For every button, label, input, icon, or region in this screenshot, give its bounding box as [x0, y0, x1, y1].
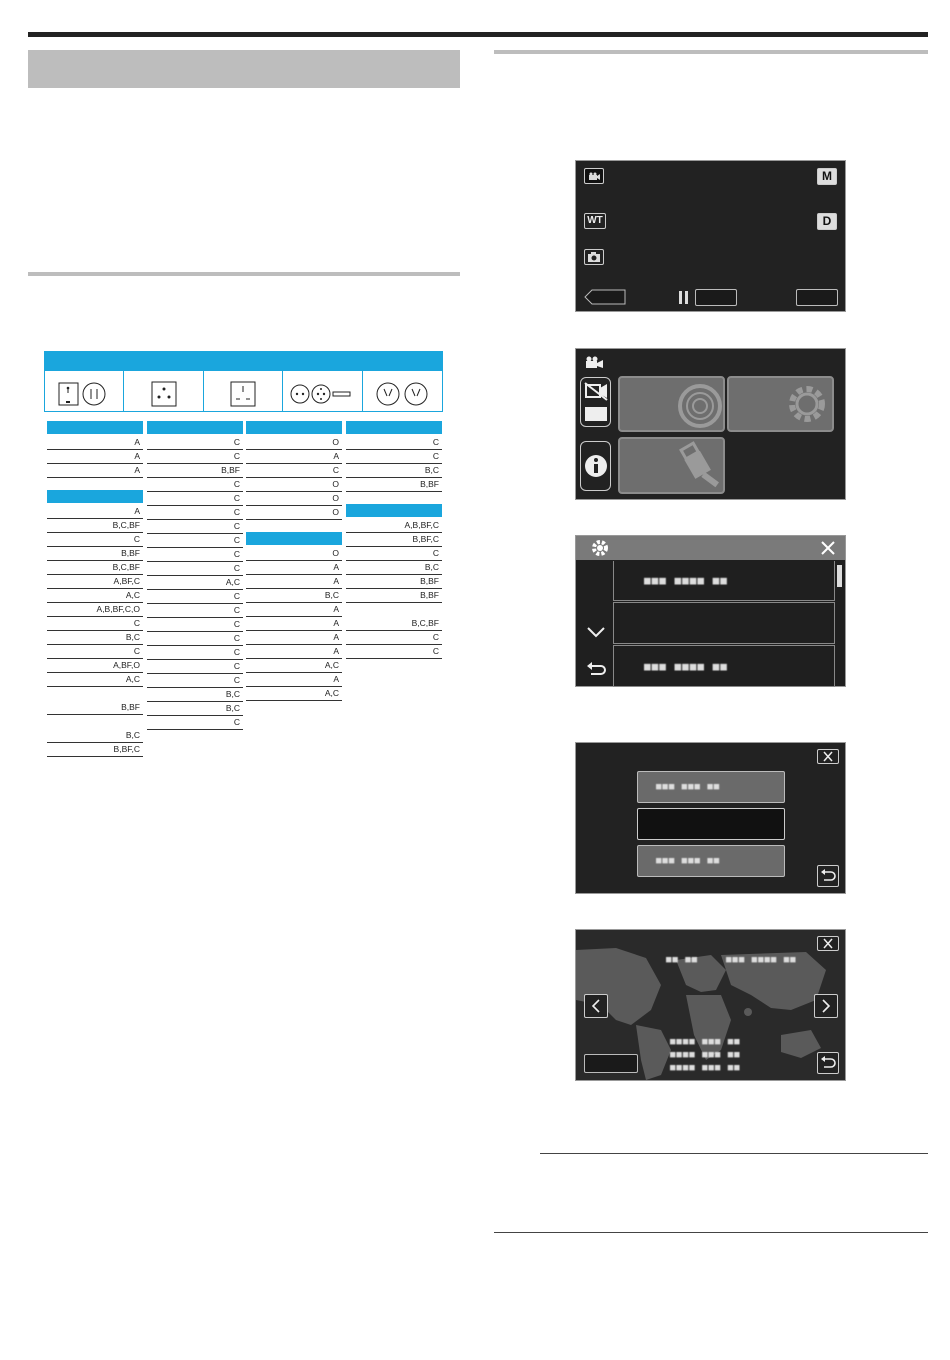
list-item: B,C,BF — [47, 519, 143, 533]
footer-rule — [494, 1232, 928, 1233]
return-button[interactable] — [817, 1052, 839, 1074]
list-item: O — [246, 436, 342, 450]
plug-column-4 — [346, 421, 442, 659]
list-item: C — [47, 617, 143, 631]
list-item: B,BF — [346, 575, 442, 589]
list-item: C — [147, 478, 243, 492]
list-item[interactable] — [613, 602, 835, 644]
plug-type-c — [283, 352, 362, 411]
list-item: A — [47, 505, 143, 519]
usb-icon — [620, 439, 723, 492]
list-item: C — [147, 506, 243, 520]
plug-type-a — [45, 352, 124, 411]
list-item: A — [246, 617, 342, 631]
list-item: A,B,BF,C — [346, 519, 442, 533]
list-item: O — [246, 492, 342, 506]
list-item: A — [47, 436, 143, 450]
list-item: B,BF — [147, 464, 243, 478]
list-item: B,BF,C — [346, 533, 442, 547]
gear-icon — [729, 378, 832, 430]
settings-title-bar — [576, 536, 845, 560]
close-button[interactable] — [817, 936, 839, 951]
video-mode-icon[interactable] — [584, 168, 604, 184]
plug-column-3 — [246, 421, 342, 701]
list-item: C — [47, 533, 143, 547]
plug-type-o — [363, 352, 442, 411]
list-item: B,C — [346, 464, 442, 478]
location-label-right: ■■■ ■■■■ ■■ — [726, 955, 797, 965]
list-item — [47, 715, 143, 729]
list-item: C — [147, 534, 243, 548]
set-button[interactable] — [584, 1054, 638, 1073]
return-icon[interactable] — [585, 660, 607, 678]
list-item[interactable] — [613, 561, 835, 601]
list-item: A — [246, 575, 342, 589]
list-item: B,BF — [346, 478, 442, 492]
close-icon — [818, 937, 838, 950]
list-item[interactable] — [613, 645, 835, 687]
chevron-down-icon[interactable] — [586, 625, 606, 639]
record-button[interactable] — [695, 289, 737, 306]
time-line: ■■■■ ■■■ ■■ — [670, 1063, 741, 1073]
back-button[interactable] — [584, 289, 626, 305]
chevron-right-icon — [815, 995, 837, 1017]
return-icon — [818, 1053, 838, 1073]
list-item: B,C,BF — [346, 617, 442, 631]
list-item: O — [246, 506, 342, 520]
list-item: A,C — [246, 659, 342, 673]
list-item: A — [246, 450, 342, 464]
list-item: A — [47, 464, 143, 478]
connection-tile[interactable] — [618, 437, 725, 494]
plug-type-table — [44, 351, 443, 412]
list-item: B,C — [147, 688, 243, 702]
option-button[interactable] — [637, 771, 785, 803]
list-item: C — [147, 646, 243, 660]
previous-region-button[interactable] — [584, 994, 608, 1018]
list-item-label: ■■■ ■■■■ ■■ — [644, 574, 728, 587]
list-item — [346, 603, 442, 617]
time-line: ■■■■ ■■■ ■■ — [670, 1037, 741, 1047]
plug-type-b-icon — [149, 379, 179, 409]
wt-icon[interactable]: WT — [584, 213, 606, 229]
pause-icon[interactable] — [679, 291, 689, 304]
list-item: C — [147, 618, 243, 632]
region-header — [346, 504, 442, 517]
menu-screen — [575, 348, 846, 500]
list-item: C — [147, 604, 243, 618]
list-item: B,C — [147, 702, 243, 716]
list-item: C — [246, 464, 342, 478]
settings-tile[interactable] — [727, 376, 834, 432]
option-dialog-screen — [575, 742, 846, 894]
option-button[interactable] — [637, 808, 785, 840]
list-item: A,C — [246, 687, 342, 701]
record-settings-tile[interactable] — [618, 376, 725, 432]
camera-icon[interactable] — [584, 249, 604, 265]
list-item: C — [147, 632, 243, 646]
plug-type-bf-icon — [228, 379, 258, 409]
list-item: C — [147, 520, 243, 534]
movie-icon — [584, 355, 606, 369]
close-icon — [818, 750, 838, 763]
info-button[interactable] — [580, 441, 611, 491]
scrollbar-thumb[interactable] — [837, 565, 842, 587]
settings-list-screen — [575, 535, 846, 687]
list-item: A,BF,O — [47, 659, 143, 673]
m-icon[interactable]: M — [817, 168, 837, 185]
list-item: A — [47, 450, 143, 464]
list-item: B,C,BF — [47, 561, 143, 575]
region-header — [346, 421, 442, 434]
close-button[interactable] — [817, 749, 839, 764]
recording-screen — [575, 160, 846, 312]
d-icon[interactable]: D — [817, 213, 837, 230]
list-item: C — [346, 631, 442, 645]
return-button[interactable] — [817, 865, 839, 887]
next-region-button[interactable] — [814, 994, 838, 1018]
gear-icon — [590, 538, 610, 558]
option-label: ■■■ ■■■ ■■ — [656, 856, 721, 866]
list-item: C — [147, 562, 243, 576]
section-header-bar — [28, 50, 460, 88]
menu-button[interactable] — [796, 289, 838, 306]
list-item: B,C — [346, 561, 442, 575]
list-item: A,C — [147, 576, 243, 590]
region-header — [47, 490, 143, 503]
list-item: A,BF,C — [47, 575, 143, 589]
plug-type-c-icon — [290, 379, 354, 409]
region-header — [246, 421, 342, 434]
plug-type-bf — [204, 352, 283, 411]
list-item: C — [147, 674, 243, 688]
plug-column-2 — [147, 421, 243, 730]
silent-mode-button[interactable] — [580, 377, 611, 427]
list-item: A — [246, 603, 342, 617]
list-item: B,BF — [346, 589, 442, 603]
world-map-screen — [575, 929, 846, 1081]
list-item: C — [147, 548, 243, 562]
list-item: A — [246, 631, 342, 645]
list-item: B,BF,C — [47, 743, 143, 757]
plug-type-b — [124, 352, 203, 411]
list-item — [47, 687, 143, 701]
list-item: C — [147, 492, 243, 506]
section-rule-left — [28, 272, 460, 276]
list-item: B,C — [47, 631, 143, 645]
list-item: O — [246, 478, 342, 492]
list-item: A,C — [47, 589, 143, 603]
list-item: C — [147, 590, 243, 604]
list-item: A — [246, 673, 342, 687]
plug-type-o-icon — [374, 379, 430, 409]
info-icon — [581, 442, 612, 492]
list-item: C — [346, 645, 442, 659]
record-dial-icon — [620, 378, 723, 430]
list-item: O — [246, 547, 342, 561]
chevron-left-icon — [585, 995, 607, 1017]
list-item: A — [246, 645, 342, 659]
list-item: B,C — [47, 729, 143, 743]
close-icon[interactable] — [820, 540, 836, 556]
section-rule-right — [494, 50, 928, 54]
note-rule — [540, 1153, 928, 1154]
list-item: C — [346, 547, 442, 561]
location-label-left: ■■ ■■ — [666, 955, 699, 965]
option-label: ■■■ ■■■ ■■ — [656, 782, 721, 792]
plug-type-a-icon — [54, 379, 114, 409]
region-header — [47, 421, 143, 434]
list-item-label: ■■■ ■■■■ ■■ — [644, 660, 728, 673]
list-item: A,C — [47, 673, 143, 687]
list-item: B,C — [246, 589, 342, 603]
top-rule — [28, 32, 928, 37]
list-item: A,B,BF,C,O — [47, 603, 143, 617]
list-item: C — [147, 716, 243, 730]
list-item: C — [346, 450, 442, 464]
list-item: C — [346, 436, 442, 450]
list-item: B,BF — [47, 547, 143, 561]
time-line: ■■■■ ■■■ ■■ — [670, 1050, 741, 1060]
list-item: C — [147, 436, 243, 450]
list-item: C — [147, 450, 243, 464]
region-header — [246, 532, 342, 545]
list-item: C — [147, 660, 243, 674]
plug-column-1 — [47, 421, 143, 757]
silent-icon — [581, 378, 612, 428]
list-item: A — [246, 561, 342, 575]
region-header — [147, 421, 243, 434]
return-icon — [818, 866, 838, 886]
list-item: B,BF — [47, 701, 143, 715]
option-button[interactable] — [637, 845, 785, 877]
list-item: C — [47, 645, 143, 659]
